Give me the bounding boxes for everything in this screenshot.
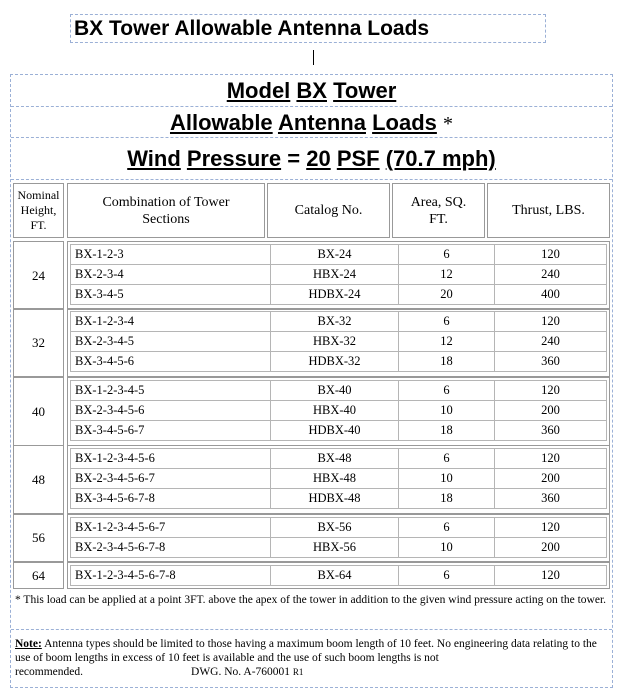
thrust-cell: 200 (495, 538, 607, 558)
thrust-cell: 120 (495, 449, 607, 469)
catalog-cell: HBX-40 (271, 401, 399, 421)
group-table (70, 448, 607, 509)
catalog-cell: HDBX-24 (271, 285, 399, 305)
header-word: BX (296, 78, 327, 103)
combination-cell: BX-3-4-5-6 (71, 352, 271, 372)
catalog-cell: HBX-24 (271, 265, 399, 285)
combination-cell: BX-2-3-4 (71, 265, 271, 285)
table-row (71, 566, 607, 586)
table-row (71, 265, 607, 285)
combination-cell: BX-3-4-5-6-7 (71, 421, 271, 441)
text-cursor (313, 50, 314, 65)
area-cell: 12 (399, 265, 495, 285)
group-table (70, 517, 607, 558)
area-cell: 18 (399, 421, 495, 441)
combination-cell: BX-2-3-4-5-6 (71, 401, 271, 421)
area-cell: 20 (399, 285, 495, 305)
table-row (71, 401, 607, 421)
table-row (71, 312, 607, 332)
combination-cell: BX-1-2-3-4-5-6-7 (71, 518, 271, 538)
catalog-cell: BX-40 (271, 381, 399, 401)
combination-cell: BX-1-2-3-4 (71, 312, 271, 332)
height-cell: 40 (13, 377, 64, 446)
thrust-cell: 360 (495, 352, 607, 372)
column-header-area: Area, SQ. FT. (392, 183, 485, 238)
thrust-cell: 120 (495, 381, 607, 401)
group-rows (67, 377, 610, 446)
group-table (70, 380, 607, 441)
header-model (11, 75, 612, 107)
header-word: Pressure (186, 146, 282, 171)
combination-cell: BX-3-4-5 (71, 285, 271, 305)
area-cell: 6 (399, 566, 495, 586)
column-header-thrust: Thrust, LBS. (487, 183, 610, 238)
table-row (71, 489, 607, 509)
revision: R1 (292, 667, 304, 677)
table-row (71, 332, 607, 352)
combination-cell: BX-3-4-5-6-7-8 (71, 489, 271, 509)
catalog-cell: BX-64 (271, 566, 399, 586)
group-rows (67, 445, 610, 514)
height-cell: 24 (13, 241, 64, 310)
table-row (71, 285, 607, 305)
thrust-cell: 120 (495, 518, 607, 538)
catalog-cell: HDBX-40 (271, 421, 399, 441)
group-rows (67, 514, 610, 562)
table-row (71, 449, 607, 469)
header-word: Model (226, 78, 291, 103)
column-header-height: Nominal Height, FT. (13, 183, 64, 238)
footnote: * This load can be applied at a point 3FT. above the apex of the tower in addition to the given wind pressure acting on the tower. (11, 590, 612, 630)
catalog-cell: HBX-48 (271, 469, 399, 489)
combination-cell: BX-2-3-4-5-6-7-8 (71, 538, 271, 558)
height-cell: 48 (13, 445, 64, 514)
column-header-combination: Combination of Tower Sections (67, 183, 265, 238)
catalog-cell: BX-32 (271, 312, 399, 332)
height-cell: 64 (13, 562, 64, 589)
header-wind-pressure (11, 138, 612, 180)
area-cell: 6 (399, 518, 495, 538)
group-table (70, 311, 607, 372)
area-cell: 12 (399, 332, 495, 352)
header-word: Allowable (169, 110, 273, 135)
area-cell: 6 (399, 449, 495, 469)
drawing-number: DWG. No. A-760001 (191, 666, 291, 678)
catalog-cell: BX-56 (271, 518, 399, 538)
combination-cell: BX-1-2-3-4-5-6-7-8 (71, 566, 271, 586)
catalog-cell: BX-24 (271, 245, 399, 265)
thrust-cell: 360 (495, 489, 607, 509)
area-cell: 10 (399, 401, 495, 421)
thrust-cell: 120 (495, 245, 607, 265)
group-rows (67, 562, 610, 589)
header-word: Tower (333, 78, 397, 103)
thrust-cell: 200 (495, 469, 607, 489)
thrust-cell: 400 (495, 285, 607, 305)
header-word: Wind (127, 146, 181, 171)
header-word: = (287, 146, 301, 171)
catalog-cell: BX-48 (271, 449, 399, 469)
catalog-cell: HBX-32 (271, 332, 399, 352)
header-asterisk: * (443, 113, 454, 135)
thrust-cell: 120 (495, 312, 607, 332)
combination-cell: BX-2-3-4-5 (71, 332, 271, 352)
note-text: Antenna types should be limited to those having a maximum boom length of 10 feet. No engineering data relating to the use of boom lengths in excess of 10 feet is available and the use of such boom lengths is not recommended. (15, 638, 597, 678)
area-cell: 10 (399, 538, 495, 558)
catalog-cell: HBX-56 (271, 538, 399, 558)
combination-cell: BX-2-3-4-5-6-7 (71, 469, 271, 489)
note (11, 630, 612, 687)
header-word: (70.7 mph) (385, 146, 496, 171)
thrust-cell: 240 (495, 265, 607, 285)
table-row (71, 538, 607, 558)
table-row (71, 352, 607, 372)
header-allowable-loads (11, 107, 612, 138)
group-table (70, 244, 607, 305)
note-label: Note: (15, 638, 42, 650)
header-word: Antenna (277, 110, 366, 135)
area-cell: 18 (399, 352, 495, 372)
combination-cell: BX-1-2-3-4-5 (71, 381, 271, 401)
combination-cell: BX-1-2-3 (71, 245, 271, 265)
table-row (71, 245, 607, 265)
column-header-catalog: Catalog No. (267, 183, 390, 238)
group-rows (67, 308, 610, 377)
height-cell: 32 (13, 308, 64, 377)
thrust-cell: 200 (495, 401, 607, 421)
combination-cell: BX-1-2-3-4-5-6 (71, 449, 271, 469)
area-cell: 18 (399, 489, 495, 509)
area-cell: 6 (399, 245, 495, 265)
height-cell: 56 (13, 514, 64, 562)
area-cell: 6 (399, 312, 495, 332)
area-cell: 10 (399, 469, 495, 489)
group-table (70, 565, 607, 586)
table-row (71, 518, 607, 538)
group-rows (67, 241, 610, 310)
document-title: BX Tower Allowable Antenna Loads (70, 14, 546, 43)
catalog-cell: HDBX-32 (271, 352, 399, 372)
header-word: PSF (336, 146, 380, 171)
table-row (71, 469, 607, 489)
table-row (71, 421, 607, 441)
area-cell: 6 (399, 381, 495, 401)
catalog-cell: HDBX-48 (271, 489, 399, 509)
header-word: Loads (372, 110, 437, 135)
thrust-cell: 120 (495, 566, 607, 586)
table-row (71, 381, 607, 401)
header-word: 20 (306, 146, 331, 171)
thrust-cell: 360 (495, 421, 607, 441)
thrust-cell: 240 (495, 332, 607, 352)
